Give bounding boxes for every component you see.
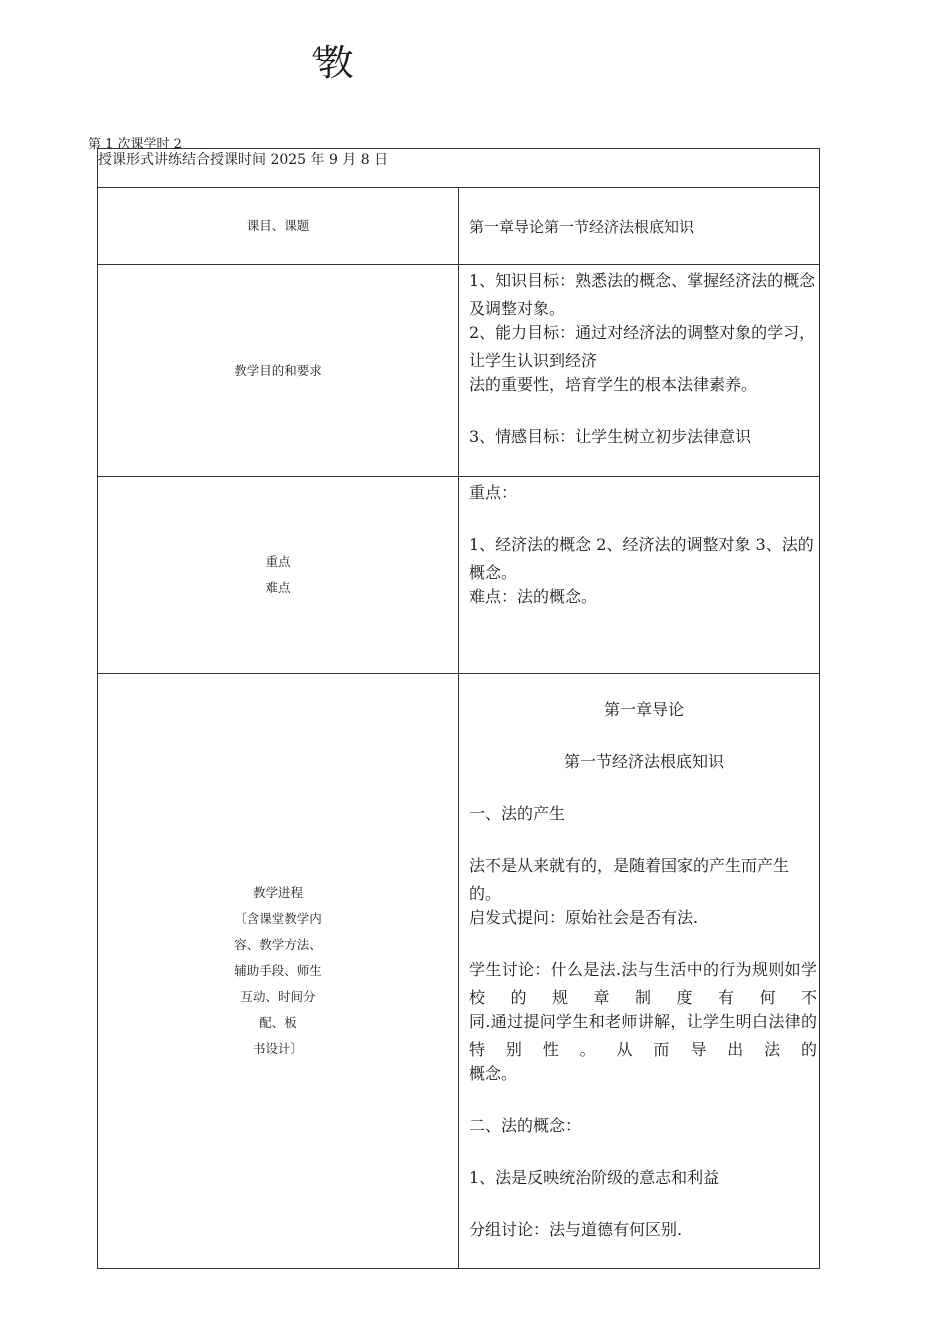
process-label-line: 〔含课堂教学内 <box>234 911 322 926</box>
key-line: 难点：法的概念。 <box>469 587 598 606</box>
key-points-label <box>98 477 459 674</box>
goals-content <box>459 265 820 477</box>
chapter-heading: 第一章导论 <box>603 700 684 719</box>
process-label-line: 教学进程 <box>252 885 303 900</box>
goals-row <box>98 265 820 477</box>
goal-line: 2、能力目标：通过对经济法的调整对象的学习，让学生认识到经济 <box>469 323 816 370</box>
goal-line: 法的重要性，培育学生的根本法律素养。 <box>469 375 758 394</box>
section-heading: 第一节经济法根底知识 <box>563 752 724 771</box>
process-content <box>459 674 820 1269</box>
content-line: 概念。 <box>469 1064 518 1083</box>
content-line: 同.通过提问学生和老师讲解，让学生明白法律的特别性。从而导出法的 <box>469 1012 817 1059</box>
process-label-line: 互动、时间分 <box>240 989 316 1004</box>
process-label-line: 容、教学方法、 <box>234 937 322 952</box>
goal-line: 1、知识目标：熟悉法的概念、掌握经济法的概念及调整对象。 <box>469 271 816 318</box>
document-title <box>312 43 350 84</box>
process-label <box>98 674 459 1269</box>
content-line: 分组讨论：法与道德有何区别. <box>469 1220 683 1239</box>
key-line: 重点： <box>469 483 518 502</box>
goal-line: 3、情感目标：让学生树立初步法律意识 <box>469 427 752 446</box>
title-mark: 4 <box>312 44 318 65</box>
content-line: 学生讨论：什么是法.法与生活中的行为规则如学校的规章制度有何不 <box>469 960 817 1007</box>
topic-label: 课目、课题 <box>98 188 459 265</box>
key-points-content <box>459 477 820 674</box>
topic-content: 第一章导论第一节经济法根底知识 <box>459 188 820 265</box>
title-text: 教 <box>317 43 350 84</box>
teaching-form-row <box>98 149 820 188</box>
key-label: 重点 <box>265 554 291 569</box>
teaching-form-cell: 授课形式讲练结合授课时间 2025 年 9 月 8 日 <box>98 149 820 188</box>
content-line: 一、法的产生 <box>469 804 566 823</box>
goals-label: 教学目的和要求 <box>98 265 459 477</box>
content-line: 法不是从来就有的，是随着国家的产生而产生的。 <box>469 856 790 903</box>
session-info: 第 1 次课学时 2 <box>88 137 182 152</box>
content-line: 启发式提问：原始社会是否有法. <box>469 908 699 927</box>
process-label-line: 配、板 <box>259 1015 297 1030</box>
difficulty-label: 难点 <box>265 580 291 595</box>
key-line: 1、经济法的概念 2、经济法的调整对象 3、法的概念。 <box>469 535 814 582</box>
process-label-line: 辅助手段、师生 <box>234 963 322 978</box>
lesson-plan-table <box>97 148 820 1269</box>
content-line: 1、法是反映统治阶级的意志和利益 <box>469 1168 720 1187</box>
process-row <box>98 674 820 1269</box>
content-line: 二、法的概念： <box>469 1116 582 1135</box>
topic-row <box>98 188 820 265</box>
key-points-row <box>98 477 820 674</box>
process-label-line: 书设计〕 <box>252 1041 303 1056</box>
